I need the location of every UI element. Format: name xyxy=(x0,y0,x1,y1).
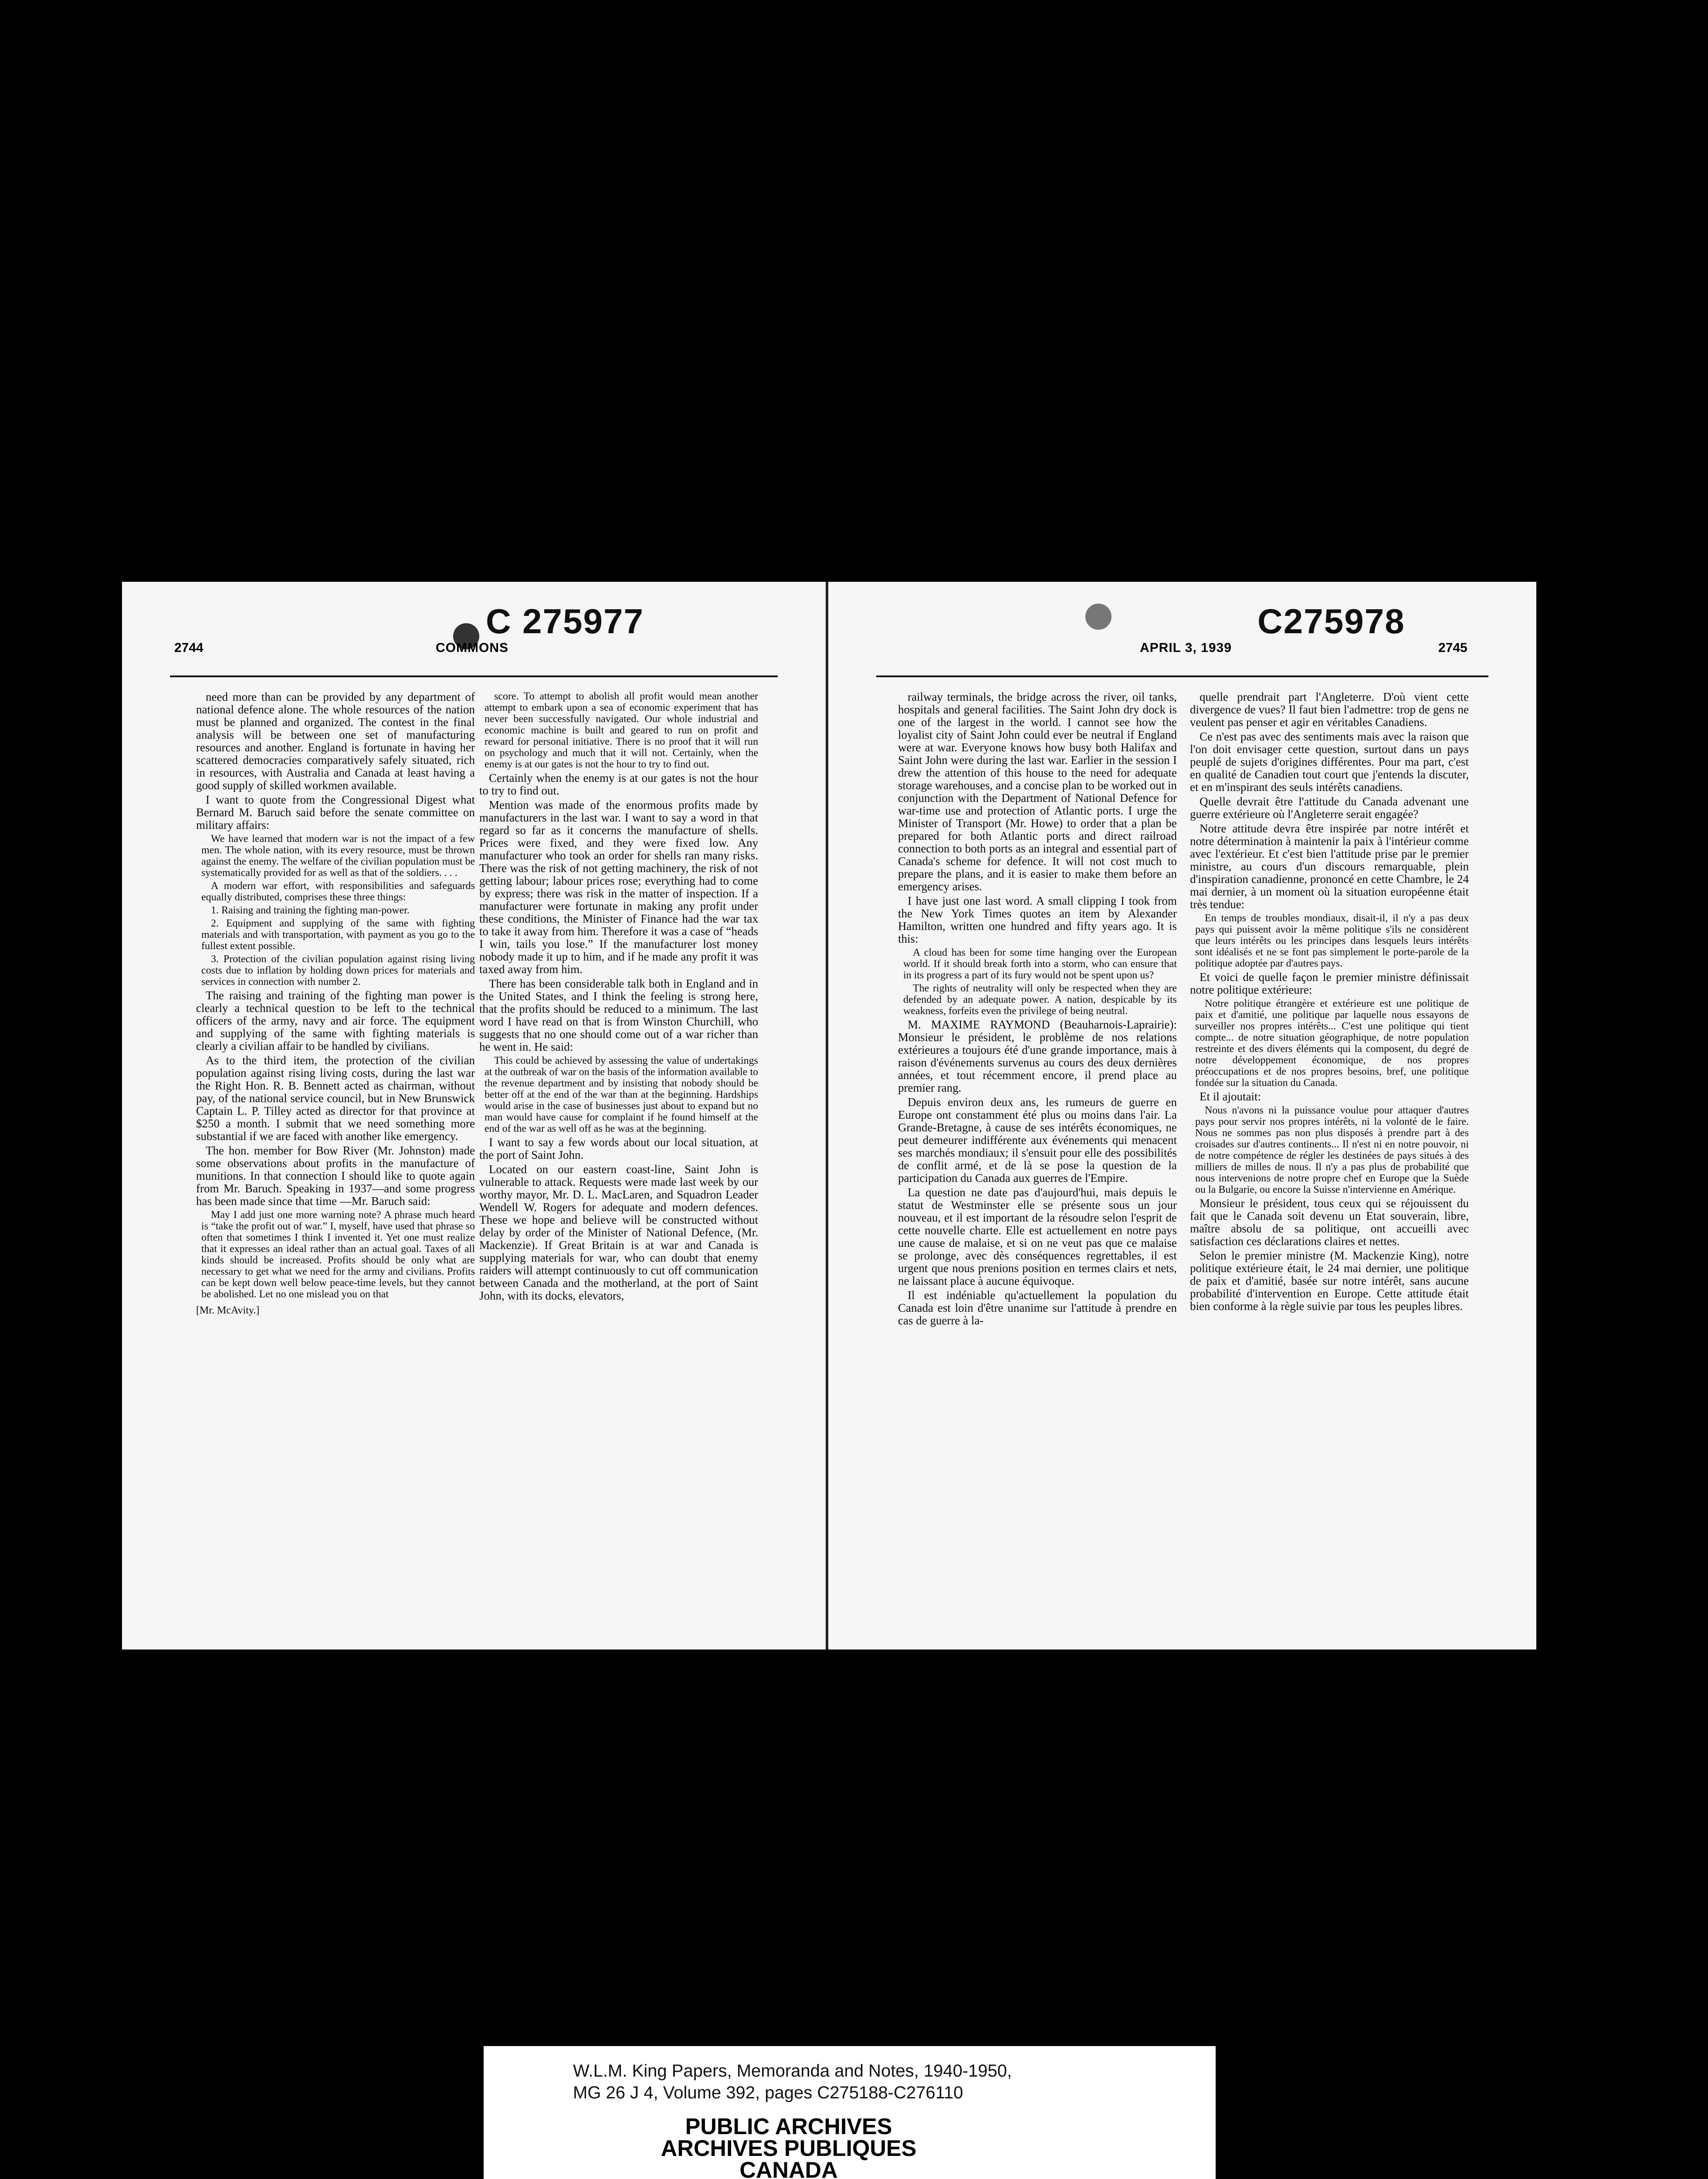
left-page-number: 2744 xyxy=(174,641,203,655)
paragraph: As to the third item, the protection of the civilian population against rising living costs, during the last war the Right Hon. R. B. Bennett acted as chairman, without pay, of the national service council, but in New Brunswick Captain L. P. Tilley acted as director for that province at $250 a month. I submit that we need something more substantial if we are faced with another like emergency. xyxy=(196,1054,475,1143)
paragraph: Selon le premier ministre (M. Mackenzie King), notre politique extérieure était, le 24 mai dernier, une politique de paix et d'amitié, basée sur notre intérêt, sans aucune probabilité d'intervention en Europe. Cette attitude était bien conforme à la règle suivie par tous les peuples libres. xyxy=(1190,1249,1469,1313)
quoted-paragraph: Nous n'avons ni la puissance voulue pour attaquer d'autres pays pour servir nos propres intérêts, ni la volonté de le faire. Nous ne sommes pas non plus disposés à prendre part à des croisades sur d'autres continents... Il n'est ni en notre pouvoir, ni de notre compétence de régler les destinées de pays situés à des milliers de milles de nous. Il n'y a pas plus de probabilité que nous intervenions de notre propre chef en Europe que la Suède ou la Bulgarie, ou encore la Suisse n'intervienne en Amérique. xyxy=(1195,1105,1469,1195)
archives-line-3: CANADA xyxy=(739,2158,838,2179)
paragraph: Et voici de quelle façon le premier ministre définissait notre politique extérieure: xyxy=(1190,971,1469,996)
paragraph: I want to quote from the Congressional Digest what Bernard M. Baruch said before the senate committee on military affairs: xyxy=(196,793,475,832)
paragraph: The raising and training of the fighting man power is clearly a technical question to be left to the technical officers of the army, navy and air force. The equipment and supplying of the same with fighting materials is clearly a civilian affair to be handled by civilians. xyxy=(196,989,475,1052)
paragraph: Located on our eastern coast-line, Saint John is vulnerable to attack. Requests were made last week by our worthy mayor, Mr. D. L. MacLaren, and Squadron Leader Wendell W. Rogers for adequate and modern defences. These we hope and believe will be constructed without delay by order of the Minister of National Defence, (Mr. Mackenzie). If Great Britain is at war and Canada is supplying materials for war, who can doubt that enemy raiders will attempt continuously to cut off communication between Canada and the motherland, at the port of Saint John, with its docks, elevators, xyxy=(479,1163,758,1302)
quoted-paragraph: score. To attempt to abolish all profit would mean another attempt to embark upon a sea of economic experiment that has never been successfully navigated. Our whole industrial and economic machine is built and geared to run on profit and reward for personal initiative. There is no proof that it will run on psychology and much that it will not. Certainly, when the enemy is at our gates is not the hour to try to find out. xyxy=(485,691,758,770)
paragraph: Mention was made of the enormous profits made by manufacturers in the last war. I want to say a word in that regard so far as it concerns the manufacture of shells. Prices were fixed, and they were fixed low. Any manufacturer who took an order for shells ran many risks. There was the risk of not getting machinery, the risk of not getting labour; labour prices rose; everything had to come by express; there was risk in the matter of inspection. If a manufacturer were fortunate in making any profit under these conditions, the Minister of Finance had the war tax to take it away from him. Therefore it was a case of “heads I win, tails you lose.” If the manufacturer lost money nobody made it up to him, and if he made any profit it was taxed away from him. xyxy=(479,798,758,976)
paragraph: need more than can be provided by any department of national defence alone. The whole resources of the nation must be planned and organized. The contest in the final analysis will be between one set of manufacturing resources and another. England is fortunate in having her scattered democracies comparatively safely situated, rich in resources, with Australia and Canada at least having a good supply of skilled workmen available. xyxy=(196,690,475,792)
paragraph: quelle prendrait part l'Angleterre. D'où vient cette divergence de vues? Il faut bien l'admettre: trop de gens ne veulent pas penser et agir en véritables Canadiens. xyxy=(1190,690,1469,729)
paragraph: There has been considerable talk both in England and in the United States, and I think the feeling is strong here, that the profits should be reduced to a minimum. The last word I have read on that is from Winston Churchill, who suggests that no one should come out of a war richer than he went in. He said: xyxy=(479,977,758,1053)
right-page xyxy=(826,582,1536,1650)
left-column-2 xyxy=(479,691,758,1304)
ink-blot-mark xyxy=(1085,604,1112,630)
header-rule xyxy=(170,675,778,677)
quoted-paragraph: A modern war effort, with responsibilities and safeguards equally distributed, comprises these three things: xyxy=(201,880,475,903)
paragraph: Certainly when the enemy is at our gates is not the hour to try to find out. xyxy=(479,771,758,797)
left-archive-stamp: C 275977 xyxy=(486,602,644,641)
quoted-paragraph: 2. Equipment and supplying of the same with fighting materials and with transportation, with payment as you go to the fullest extent possible. xyxy=(201,918,475,952)
right-column-1 xyxy=(898,691,1177,1329)
quoted-paragraph: The rights of neutrality will only be respected when they are defended by an adequate power. A nation, despicable by its weakness, forfeits even the privilege of being neutral. xyxy=(903,983,1177,1017)
right-column-2 xyxy=(1190,691,1469,1314)
left-page xyxy=(122,582,826,1650)
paragraph: Il est indéniable qu'actuellement la population du Canada est loin d'être unanime sur l'attitude à prendre en cas de guerre à la- xyxy=(898,1289,1177,1327)
paragraph: Depuis environ deux ans, les rumeurs de guerre en Europe ont constamment été plus ou moins dans l'air. La Grande-Bretagne, à cause de ses intérêts économiques, ne peut demeurer indifférente aux événements qui menacent ses marchés mondiaux; il s'ensuit pour elle des possibilités de conflit armé, et de là se pose la question de la participation du Canada aux guerres de l'Empire. xyxy=(898,1096,1177,1185)
archives-line-2: ARCHIVES PUBLIQUES xyxy=(661,2136,917,2161)
quoted-paragraph: Notre politique étrangère et extérieure est une politique de paix et d'amitié, une politique par laquelle nous essayons de surveiller nos propres intérêts... C'est une politique qui tient compte... de notre situation géographique, de notre population restreinte et des divers éléments qui la composent, du degré de notre développement économique, de nos propres préoccupations et de nos propres besoins, bref, une politique fondée sur la situation du Canada. xyxy=(1195,998,1469,1089)
quoted-paragraph: En temps de troubles mondiaux, disait-il, il n'y a pas deux pays qui puissent avoir la même politique s'ils ne considèrent que leurs intérêts ou les principes dans lesquels leurs intérêts sont idéalisés et ne se font pas simplement le porte-parole de la politique adoptée par d'autres pays. xyxy=(1195,913,1469,969)
paragraph: Notre attitude devra être inspirée par notre intérêt et notre détermination à maintenir la paix à l'intérieur comme avec l'extérieur. Et c'est bien l'attitude prise par le premier ministre, au cours d'un discours remarquable, plein d'inspiration canadienne, prononcé en cette Chambre, le 24 mai dernier, à un moment où la situation européenne était très tendue: xyxy=(1190,822,1469,911)
quoted-paragraph: May I add just one more warning note? A phrase much heard is “take the profit out of war.” I, myself, have used that phrase so often that sometimes I think I invented it. Yet one must realize that it expresses an ideal rather than an actual goal. Taxes of all kinds should be increased. Profits should be only what are necessary to get what we need for the army and civilians. Profits can be kept down well below peace-time levels, but they cannot be abolished. Let no one mislead you on that xyxy=(201,1209,475,1300)
archives-label xyxy=(525,2116,1052,2179)
paragraph: I have just one last word. A small clipping I took from the New York Times quotes an item by Alexander Hamilton, written one hundred and fifty years ago. It is this: xyxy=(898,894,1177,945)
archive-footer xyxy=(484,2046,1216,2179)
archives-line-1: PUBLIC ARCHIVES xyxy=(685,2114,892,2139)
paragraph: The hon. member for Bow River (Mr. Johnston) made some observations about profits in the manufacture of munitions. In that connection I should like to quote again from Mr. Baruch. Speaking in 1937—and some progress has been made since that time —Mr. Baruch said: xyxy=(196,1144,475,1208)
left-column-1 xyxy=(196,691,475,1319)
paragraph: I want to say a few words about our local situation, at the port of Saint John. xyxy=(479,1136,758,1161)
paragraph: Monsieur le président, tous ceux qui se réjouissent du fait que le Canada soit devenu un Etat souverain, libre, maître absolu de sa politique, ont accueilli avec satisfaction ces déclarations claires et nettes. xyxy=(1190,1197,1469,1248)
quoted-paragraph: We have learned that modern war is not the impact of a few men. The whole nation, with its every resource, must be thrown against the enemy. The welfare of the civilian population must be systematically provided for as well as that of the soldiers. . . . xyxy=(201,833,475,879)
right-running-head: APRIL 3, 1939 xyxy=(1140,641,1232,655)
right-page-number: 2745 xyxy=(1438,641,1467,655)
quoted-paragraph: 1. Raising and training the fighting man-power. xyxy=(211,905,410,916)
paragraph: railway terminals, the bridge across the river, oil tanks, hospitals and general facilities. The Saint John dry dock is one of the largest in the world. I cannot see how the loyalist city of Saint John could ever be neutral if England were at war. Everyone knows how busy both Halifax and Saint John were during the last war. Earlier in the session I drew the attention of this house to the need for adequate storage warehouses, and a concise plan to be worked out in conjunction with the Department of National Defence for war-time use and protection of Atlantic ports. I urge the Minister of Transport (Mr. Howe) to order that a plan be prepared for both Atlantic ports and direct railroad connection to both ports as an integral and essential part of Canada's scheme for defence. It will not cost much to prepare the plans, and it is easier to make them before an emergency arises. xyxy=(898,690,1177,893)
left-running-head: COMMONS xyxy=(436,641,508,655)
speaker-tag: [Mr. McAvity.] xyxy=(196,1305,260,1316)
quoted-paragraph: 3. Protection of the civilian population against rising living costs due to inflation by holding down prices for materials and services in connection with number 2. xyxy=(201,954,475,988)
paragraph: La question ne date pas d'aujourd'hui, mais depuis le statut de Westminster elle se présente sous un jour nouveau, et il est important de la résoudre selon l'esprit de cette nouvelle charte. Elle est actuellement en notre pays une cause de malaise, et si on ne veut pas que ce malaise se prolonge, avec dès conséquences regrettables, il est urgent que nous prenions position en termes clairs et nets, ne laissant place à aucune équivoque. xyxy=(898,1186,1177,1287)
credit-line-1: W.L.M. King Papers, Memoranda and Notes, 1940-1950, xyxy=(573,2061,1012,2081)
quoted-paragraph: A cloud has been for some time hanging over the European world. If it should break forth into a storm, who can ensure that in its progress a part of its fury would not be spent upon us? xyxy=(903,947,1177,981)
right-archive-stamp: C275978 xyxy=(1257,602,1405,641)
credit-line-2: MG 26 J 4, Volume 392, pages C275188-C276110 xyxy=(573,2083,963,2102)
paragraph: M. MAXIME RAYMOND (Beauharnois-Laprairie): Monsieur le président, le problème de nos relations extérieures a toujours été d'une grande importance, mais à raison d'événements survenus au cours des deux dernières années, et tout récemment encore, il prend place au premier rang. xyxy=(898,1018,1177,1094)
collection-credit xyxy=(573,2060,1052,2104)
paragraph: Et il ajoutait: xyxy=(1200,1090,1261,1103)
header-rule xyxy=(876,675,1488,677)
paragraph: Ce n'est pas avec des sentiments mais avec la raison que l'on doit envisager cette question, surtout dans un pays peuplé de sujets d'origines différentes. Pour ma part, c'est en qualité de Canadien tout court que j'entends la discuter, et en m'inspirant des seuls intérêts canadiens. xyxy=(1190,730,1469,794)
paragraph: Quelle devrait être l'attitude du Canada advenant une guerre extérieure où l'Angleterre serait engagée? xyxy=(1190,795,1469,821)
quoted-paragraph: This could be achieved by assessing the value of undertakings at the outbreak of war on the basis of the information available to the revenue department and by insisting that nobody should be better off at the end of the war than at the beginning. Hardships would arise in the case of businesses just about to expand but no man would have cause for complaint if he found himself at the end of the war as well off as he was at the beginning. xyxy=(485,1055,758,1134)
book-spread xyxy=(122,582,1534,1650)
